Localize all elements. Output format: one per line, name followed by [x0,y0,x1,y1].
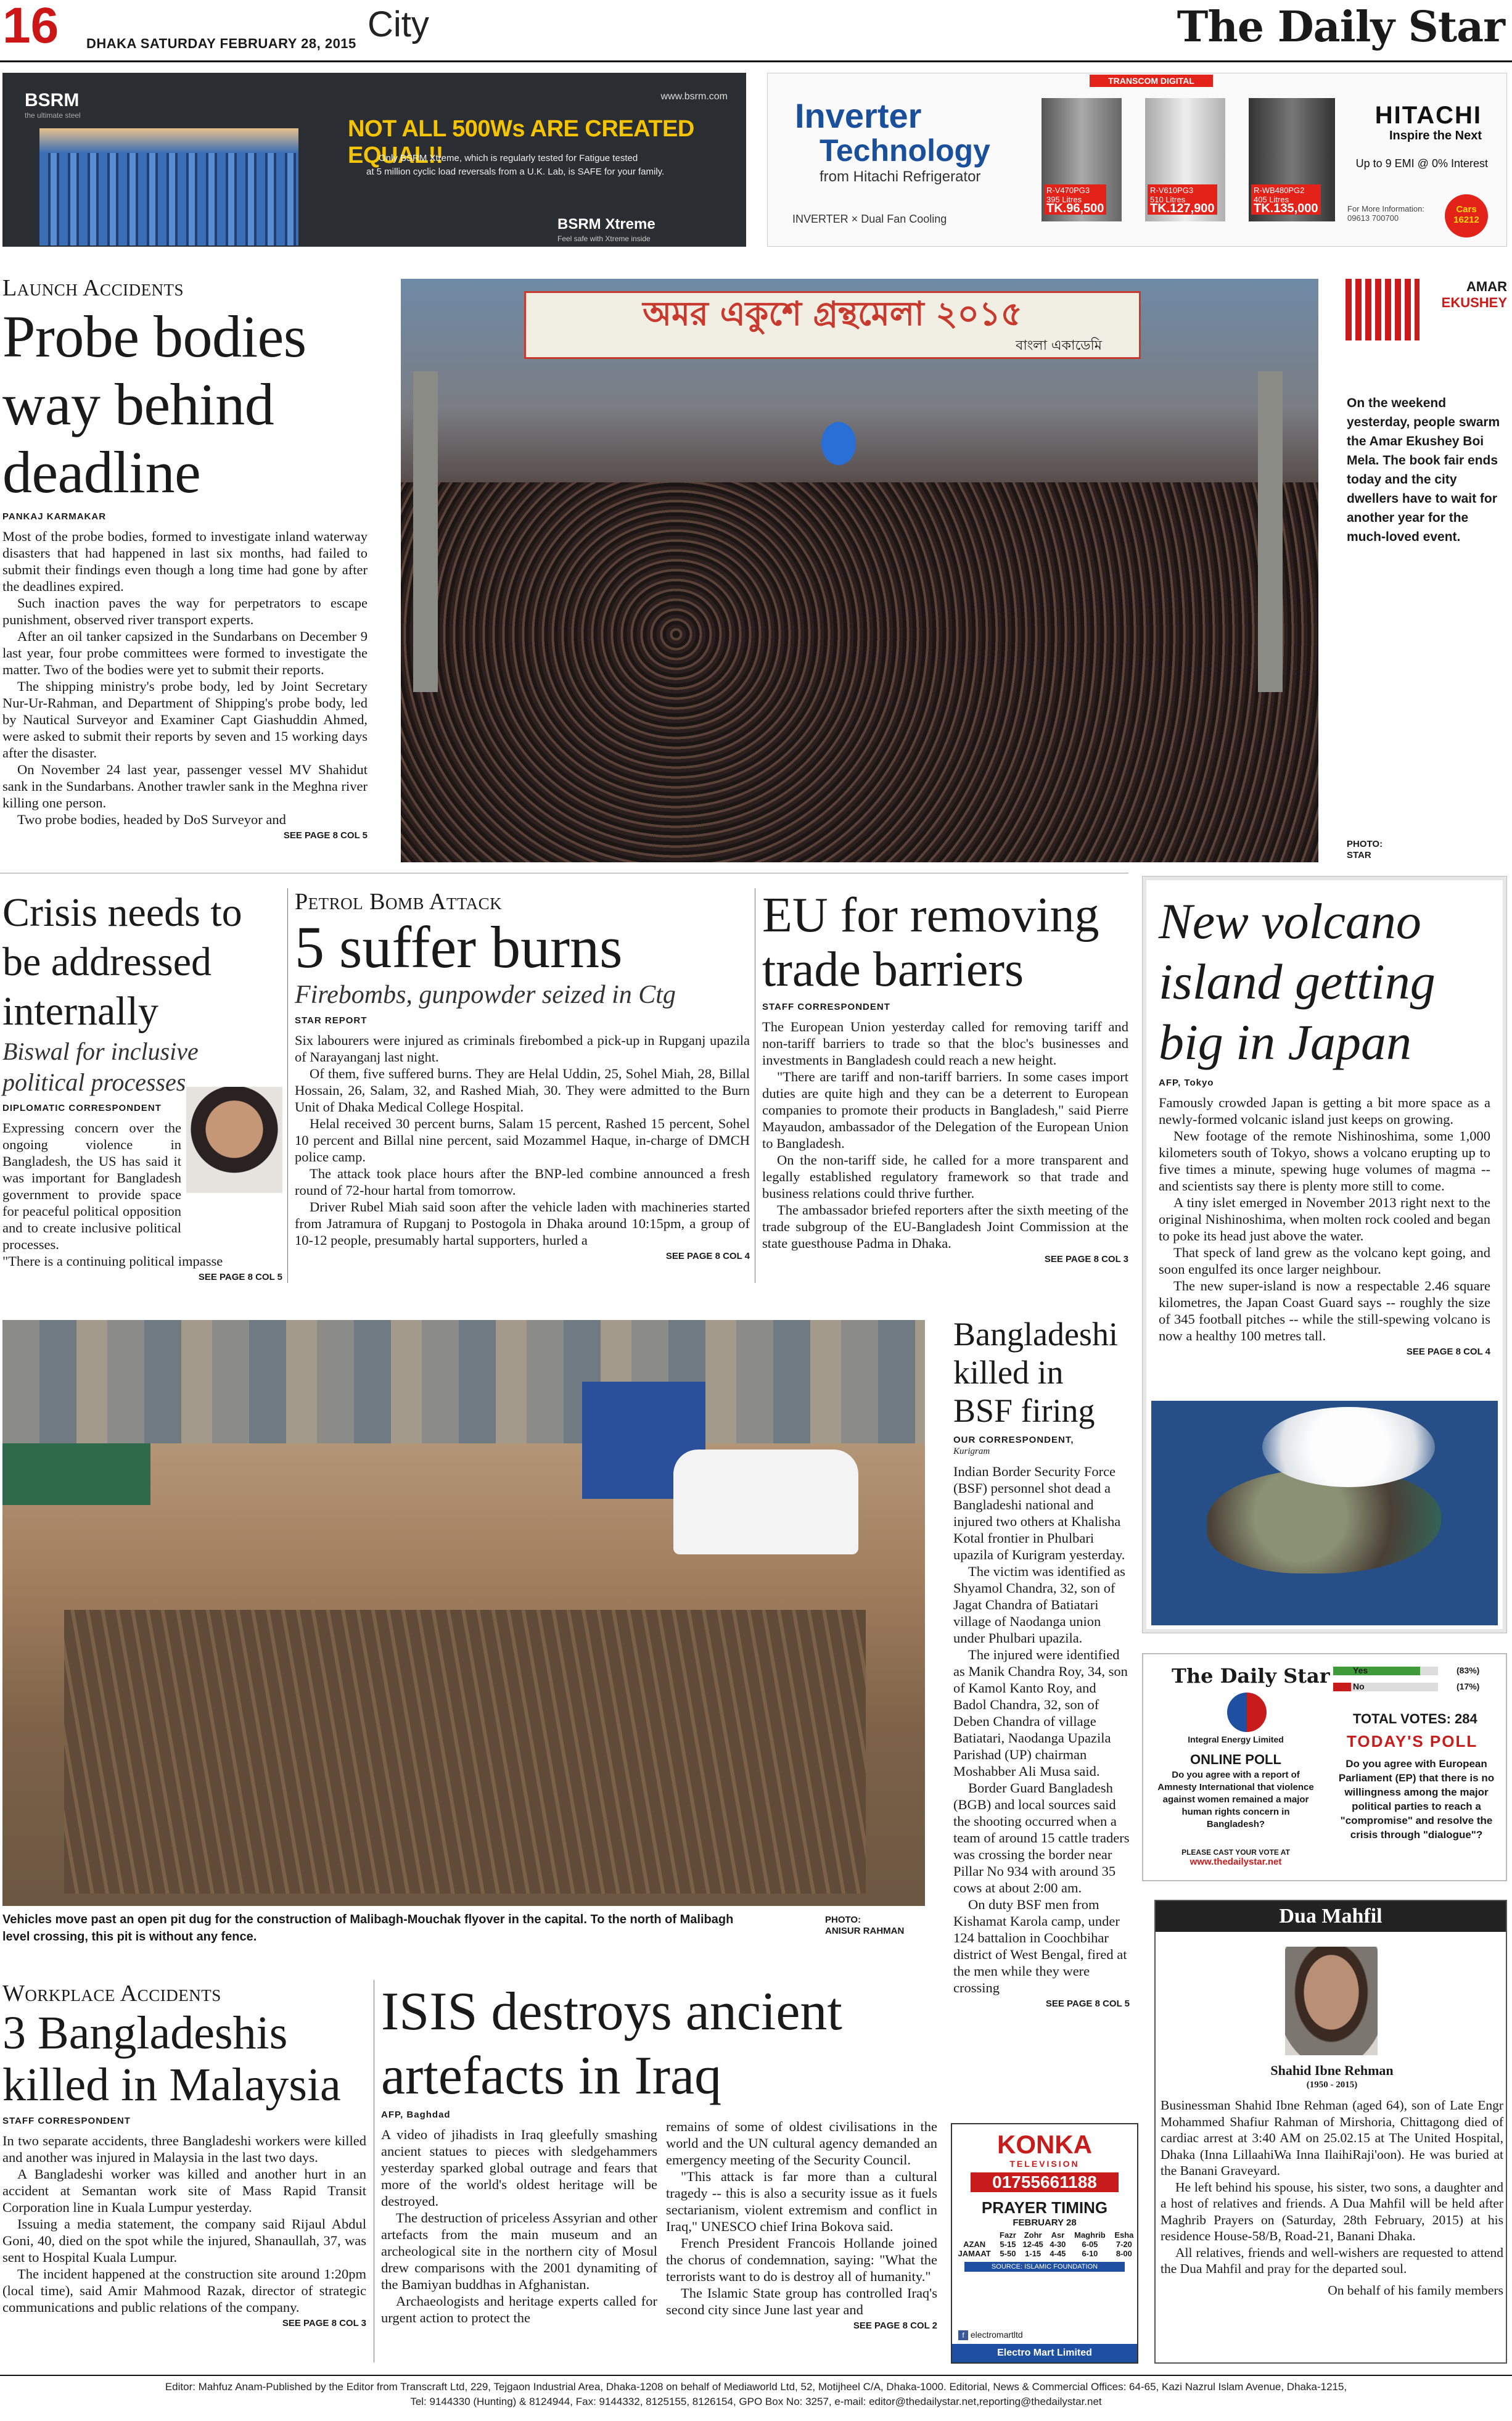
yes-label: Yes [1353,1665,1368,1675]
bsrm-tagline: the ultimate steel [25,111,81,120]
model-capacity: 510 Litres [1150,195,1186,204]
article-body-wide [2,1253,282,1269]
bsrm-product-tag: Feel safe with Xtreme inside [557,234,651,243]
no-bar-track [1333,1683,1438,1691]
byline: PANKAJ KARMAKAR [2,511,107,522]
paragraph: Six labourers were injured as criminals firebombed a pick-up in Rupganj upazila of Narayanganj last night. [295,1033,750,1065]
paragraph: Helal received 30 percent burns, Salam 15 percent, Rashed 15 percent, Sohel 10 percent and Billal nine percent, said Mozammel Haque, in-charge of DMCH police camp. [295,1116,750,1165]
balloon [821,422,856,465]
paragraph: After an oil tanker capsized in the Sundarbans on December 9 last year, four probe committees were formed to investigate the matter. Two of the bodies were yet to submit their reports. [2,629,368,677]
ad-features: INVERTER × Dual Fan Cooling [792,213,947,225]
deceased-years: (1950 - 2015) [1306,2080,1358,2090]
volcano-photo [1151,1401,1498,1625]
prayer-cell: 6-05 [1082,2240,1098,2249]
paragraph: The European Union yesterday called for removing tariff and non-tariff barriers to trade so that the bloc's businesses and investments in Bangladesh could reach a new height. [762,1019,1128,1068]
headline[interactable]: Probe bodies way behind deadline [2,303,306,505]
credit-label: PHOTO: [1347,839,1383,849]
article-body [666,2118,937,2318]
paragraph: The destruction of priceless Assyrian and other artefacts from the main museum and an archeological site in the northern city of Mosul drew comparisons with the 2001 dynamiting of the Bamiyan buddhas in Afghanistan. [381,2210,657,2292]
prayer-cell: 7-20 [1116,2240,1132,2249]
see-page-link[interactable]: SEE PAGE 8 COL 3 [282,2318,366,2328]
paragraph: Driver Rubel Miah said soon after the vehicle laden with machineries started from Jatramura of Rupganj to Postogola in Dhaka around 10:15pm, a group of 10-12 people, presumably hartal supporters, hurled a [295,1199,750,1248]
credit-name: ANISUR RAHMAN [825,1926,905,1936]
story-volcano [1142,876,1507,1633]
see-page-link[interactable]: SEE PAGE 8 COL 5 [198,1272,282,1282]
konka-phone[interactable]: 01755661188 [971,2172,1119,2192]
model-label-3 [1251,184,1321,215]
facebook-icon: f [958,2330,968,2340]
prayer-row [952,2249,1137,2258]
bus [2,1443,150,1505]
imprint-line-1: Editor: Mahfuz Anam-Published by the Editor from Transcraft Ltd, 229, Tejgaon Industrial Area, Dhaka-1208 on behalf of Mediaworld Ltd, 52, Motijheel C/A, Dhaka-1000. Editorial, News & Commercial Offices: 64-65, Kazi Nazrul Islam Avenue, Dhaka-1215, [165,2381,1347,2393]
emi-offer: Up to 9 EMI @ 0% Interest [1355,157,1488,170]
flyover-photo [2,1320,925,1906]
model-label-1 [1044,184,1106,215]
konka-logo: KONKA [997,2130,1092,2159]
bsrm-copy-2: at 5 million cyclic load reversals from a U.K. Lab, is SAFE for your family. [366,167,665,177]
deceased-name: Shahid Ibne Rehman [1270,2063,1394,2078]
prayer-cell: 5-50 [1000,2249,1016,2258]
portrait [1285,1947,1378,2055]
prayer-header: Maghrib [1074,2230,1106,2240]
buildings-bg [2,1320,925,1443]
hitachi-ad[interactable] [767,73,1507,247]
paragraph: A Bangladeshi worker was killed and another hurt in an accident at Semantan work site of Mass Rapid Transit Corporation line in Kuala Lumpur yesterday. [2,2166,366,2215]
no-percent: (17%) [1457,1681,1480,1691]
paragraph: The new super-island is now a respectable 2.46 square kilometres, the Japan Coast Guard says -- roughly the size of 345 football pitches -- while the still-spewing volcano is now a healthy 100 metres tall. [1159,1278,1490,1343]
imprint-line-2: Tel: 9144330 (Hunting) & 8124944, Fax: 9144332, 8125155, 8126154, GPO Box No: 3257, e-mail: editor@thedailystar.net,reporting@thedailystar.net [410,2396,1102,2407]
paragraph: "This attack is far more than a cultural tragedy -- this is also a security issue as it fuels sectarianism, violent extremism and conflict in Iraq," UNESCO chief Irina Bokova said. [666,2169,937,2234]
poll-total: TOTAL VOTES: 284 [1353,1711,1477,1726]
yes-bar-fill [1333,1667,1420,1675]
dua-mahfil [1154,1900,1507,2364]
headline[interactable]: New volcano island getting big in Japan [1159,893,1436,1070]
paragraph: The Islamic State group has controlled Iraq's second city since June last year and [666,2285,937,2317]
paragraph: A tiny islet emerged in November 2013 right next to the original Nishinoshima, when molten rock cooled and began to poke its head just above the water. [1159,1195,1490,1243]
story-malaysia [2,1980,366,2328]
flyover-caption: Vehicles move past an open pit dug for the construction of Malibagh-Mouchak flyover in the capital. To the north of Malibagh level crossing, this pit is without any fence. [2,1913,734,1944]
paragraph: Businessman Shahid Ibne Rehman (aged 64), son of Late Engr Mohammed Shafiur Rahman of Mirshoria, Chittagong died of cardiac arrest at 3:40 AM on 25.02.15 at The United Hospital, Dhaka (Inna LillaahiWa Inna IlaihiRaji'oon). He was buried at the Banani Graveyard. [1161,2098,1503,2178]
online-poll[interactable] [1142,1653,1507,1881]
bsrm-copy-1: Only BSRM Xtreme, which is regularly tested for Fatigue tested [379,153,638,163]
paragraph: The injured were identified as Manik Chandra Roy, 34, son of Kamol Kanto Roy, and Badol Chandra, 32, son of Deben Chandra of village Batiatari, Naodanga Upazila Parishad (UP) chairman Moshabber Ali Musa said. [953,1647,1128,1779]
headline[interactable]: 3 Bangladeshis killed in Malaysia [2,2007,341,2111]
paragraph: The ambassador briefed reporters after the sixth meeting of the trade subgroup of the EU-Bangladesh Joint Commission at the state guesthouse Padma in Dhaka. [762,1202,1128,1251]
paragraph: All relatives, friends and well-wishers are requested to attend the Dua Mahfil and pray for the departed soul. [1161,2245,1503,2276]
paragraph: He left behind his spouse, his sister, two sons, a daughter and a host of relatives and friends. A Dua Mahfil will be held after Maghrib Prayers on (Saturday, 28th February, 2015) at his residence House-58/B, Road-21, Banani Dhaka. [1161,2179,1503,2243]
ekushey-logo [1346,279,1507,340]
section-label: City [368,4,429,44]
imprint [0,2380,1512,2409]
kicker: Workplace Accidents [2,1981,221,2007]
story-probe [2,274,368,841]
paragraph: New footage of the remote Nishinoshima, some 1,000 kilometers south of Tokyo, shows a volcano erupting up to five times a minute, spewing huge volumes of magma -- and scientists say there is plenty more still to come. [1159,1128,1490,1194]
story-bsf [953,1315,1130,2009]
prayer-cell: JAMAAT [958,2249,991,2258]
subhead: Firebombs, gunpowder seized in Ctg [295,981,676,1009]
page-number: 16 [2,0,59,54]
bsrm-ad[interactable] [2,73,746,247]
byline-place: Kurigram [953,1446,990,1456]
story-crisis [2,888,282,1282]
paragraph: On the non-tariff side, he called for a more transparent and legally established regulatory framework so that trade and business relations could thrive further. [762,1152,1128,1201]
prayer-header: Zohr [1024,2230,1042,2240]
see-page-link[interactable]: SEE PAGE 8 COL 3 [1044,1254,1128,1264]
fb-line[interactable] [958,2330,1023,2340]
prayer-cell: 5-15 [1000,2240,1016,2249]
see-page-link[interactable]: SEE PAGE 8 COL 4 [1406,1347,1490,1357]
boimela-caption: On the weekend yesterday, people swarm the Amar Ekushey Boi Mela. The book fair ends today and the city dwellers have to wait for another year for the much-loved event. [1347,396,1500,544]
story-eu [762,888,1128,1264]
fair-banner [524,291,1141,359]
headline[interactable]: ISIS destroys ancient artefacts in Iraq [381,1982,842,2106]
byline: AFP, Tokyo [1159,1078,1214,1088]
prayer-source: SOURCE: ISLAMIC FOUNDATION [964,2262,1125,2272]
prayer-cell: 8-00 [1116,2249,1132,2258]
article-body [2,528,368,828]
prayer-header: Fazr [1000,2230,1016,2240]
prayer-header-row [952,2230,1137,2240]
paragraph: The incident happened at the construction site around 1:20pm (local time), said Amir Mahmood Razak, director of strategic communications and public relations of the company. [2,2266,366,2315]
prayer-header: Asr [1051,2230,1065,2240]
footer-rule [0,2375,1512,2376]
prayer-table [952,2230,1137,2258]
prayer-title: PRAYER TIMING [981,2198,1108,2217]
signature-line: On behalf of his family members [1328,2282,1503,2298]
model-label-2 [1148,184,1217,215]
paragraph: Issuing a media statement, the company said Rijaul Abdul Goni, 40, died on the spot while the injured, Shanaullah, 37, was sent to Hospital Kuala Lumpur. [2,2216,366,2265]
story-isis [381,1980,942,2108]
byline: AFP, Baghdad [381,2110,451,2120]
paragraph: On duty BSF men from Kishamat Karola camp, under 124 battalion in Coochbihar district of West Bengal, fired at the men while they were crossing [953,1897,1127,1995]
paragraph: That speck of land grew as the volcano kept going, and soon engulfed its once larger neighbour. [1159,1245,1490,1277]
column-divider [287,888,288,1283]
masthead-rule [0,60,1512,62]
paragraph: Of them, five suffered burns. They are Helal Uddin, 25, Sohel Miah, 28, Billal Hossain, 26, Salam, 32, and Rashed Miah, 30. They were admitted to the Burn Unit of Dhaka Medical College Hospital. [295,1066,750,1115]
todays-poll-question: Do you agree with European Parliament (EP) that there is no willingness among the major political parties to reach a "compromise" and resolve the crisis through "dialogue"? [1338,1758,1495,1841]
ad-title-2: Technology [820,133,990,168]
konka-ad[interactable] [951,2123,1138,2364]
credit-label: PHOTO: [825,1915,861,1925]
hitachi-logo: HITACHI [1374,102,1482,129]
prayer-cell: 4-45 [1050,2249,1066,2258]
ad-title-1: Inverter [795,96,922,135]
bsrm-url: www.bsrm.com [660,91,728,102]
gate-arch-right [1258,371,1283,692]
story-petrol [295,888,750,1261]
bsrm-headline: NOT ALL 500Ws ARE CREATED EQUAL!! [348,116,694,168]
poll-cast: PLEASE CAST YOUR VOTE AT [1181,1848,1290,1857]
isis-col-2 [666,2118,937,2331]
headline[interactable]: Bangladeshi killed in BSF firing [953,1316,1118,1429]
volcano-cloud [1262,1407,1435,1487]
info-line: For More Information: 09613 700700 [1347,204,1424,223]
prayer-header: Esha [1114,2230,1134,2240]
byline: STAR REPORT [295,1015,368,1026]
headline[interactable]: 5 suffer burns [295,914,623,980]
headline[interactable]: Crisis needs to be addressed internally [2,890,242,1034]
biswal-photo [186,1087,282,1193]
model-name: R-V470PG3 [1046,186,1090,195]
prayer-date: FEBRUARY 28 [1013,2217,1077,2228]
byline: DIPLOMATIC CORRESPONDENT [2,1103,162,1113]
todays-poll-title: TODAY'S POLL [1347,1732,1478,1751]
fb-handle: electromartltd [970,2330,1023,2340]
cars-badge: Cars 16212 [1445,194,1488,237]
article-body [295,1032,750,1248]
paragraph: French President Francois Hollande joined the chorus of condemnation, saying: "What the terrorists want to do is destroy all of humanity." [666,2235,937,2284]
subhead: Biswal for inclusive political processes [2,1037,199,1096]
model-capacity: 395 Litres [1046,195,1082,204]
model-name: R-WB480PG2 [1254,186,1305,195]
see-page-link[interactable]: SEE PAGE 8 COL 4 [665,1251,750,1261]
prayer-cell: 1-15 [1025,2249,1042,2258]
no-bar-fill [1333,1683,1351,1691]
article-body [2,1120,181,1253]
credit-name: STAR [1347,850,1371,860]
energy-icon [1227,1693,1267,1732]
poll-sponsor: Integral Energy Limited [1188,1734,1284,1744]
model-capacity: 405 Litres [1254,195,1289,204]
paragraph: Famously crowded Japan is getting a bit more space as a newly-formed volcanic island just keeps on growing. [1159,1095,1490,1127]
poll-question: Do you agree with a report of Amnesty International that violence against women remained a major human rights concern in Bangladesh? [1157,1770,1314,1829]
no-label: No [1353,1681,1365,1691]
paragraph: Archaeologists and heritage experts called for urgent action to protect the [381,2293,657,2325]
poll-logo: The Daily Star [1172,1664,1330,1688]
article-body [762,1018,1128,1252]
model-name: R-V610PG3 [1150,186,1194,195]
paragraph: Expressing concern over the ongoing violence in Bangladesh, the US has said it was important for Bangladesh government to provide space for peaceful political opposition and to create inclusive political processes. [2,1120,181,1252]
article-body [1159,1094,1490,1344]
kicker: Petrol Bomb Attack [295,889,503,915]
model-price: TK.96,500 [1046,202,1104,215]
see-page-link[interactable]: SEE PAGE 8 COL 2 [853,2320,937,2331]
headline[interactable]: EU for removing trade barriers [762,888,1099,997]
ad-subtitle: from Hitachi Refrigerator [820,168,981,185]
paragraph: The victim was identified as Shyamol Chandra, 32, son of Jagat Chandra of Batiatari village of Naodanga union under Phulbari upazila. [953,1564,1125,1646]
prayer-row [952,2240,1137,2249]
issue-date: DHAKA SATURDAY FEBRUARY 28, 2015 [86,36,356,51]
photo-credit [825,1915,904,1937]
paragraph: A video of jihadists in Iraq gleefully smashing ancient statues to pieces with sledgehammers yesterday sparked global outrage and fears that more of the world's oldest heritage will be destroyed. [381,2127,657,2209]
paragraph: Indian Border Security Force (BSF) personnel shot dead a Bangladeshi national and injured two others at Khalisha Kotal frontier in Phulbari upazila of Kurigram yesterday. [953,1464,1125,1562]
paragraph: Most of the probe bodies, formed to investigate inland waterway disasters that had happened in last six months, had failed to submit their findings even though a long time had gone by after the deadlines expired. [2,529,368,594]
poll-site-link[interactable]: www.thedailystar.net [1189,1857,1282,1867]
boimela-photo [401,279,1318,862]
dua-title: Dua Mahfil [1156,1901,1506,1932]
paragraph: Such inaction paves the way for perpetrators to escape punishment, observed river transport experts. [2,595,368,627]
paragraph: In two separate accidents, three Bangladeshi workers were killed and another was injured in Malaysia in the last two days. [2,2133,366,2165]
pencil-tips [39,128,298,153]
gate-arch [413,371,438,692]
prayer-cell: AZAN [963,2240,986,2249]
hitachi-tagline: Inspire the Next [1389,129,1482,142]
dua-body [1161,2097,1503,2298]
byline: STAFF CORRESPONDENT [762,1002,890,1012]
paragraph: "There is a continuing political impasse [2,1253,223,1269]
prayer-header [952,2230,996,2240]
konka-footer: Electro Mart Limited [952,2344,1137,2362]
article-body [381,2126,657,2326]
byline-name: OUR CORRESPONDENT, [953,1435,1074,1445]
paragraph: Border Guard Bangladesh (BGB) and local sources said the shooting occurred when a team of around 15 cattle traders was crossing the border near Pillar No 934 with around 35 cows at about 2:00 am. [953,1780,1130,1895]
see-page-link[interactable]: SEE PAGE 8 COL 5 [283,830,368,841]
prayer-cell: 4-30 [1050,2240,1066,2249]
paragraph: On November 24 last year, passenger vessel MV Shahidut sank in the Sundarbans. Another trawler sank in the Meghna river killing one person. [2,762,368,810]
article-body [953,1463,1130,1996]
yes-percent: (83%) [1457,1665,1480,1675]
article-body [2,2132,366,2316]
kicker: Launch Accidents [2,275,184,301]
transcom-logo: TRANSCOM DIGITAL [1090,75,1213,87]
byline [953,1435,1130,1445]
prayer-cell: 6-10 [1082,2249,1098,2258]
see-page-link[interactable]: SEE PAGE 8 COL 5 [1045,1998,1130,2009]
logo-text-1: AMAR [1466,279,1507,294]
crowd-texture [401,482,1318,862]
logo-graphic [1346,279,1420,340]
byline: STAFF CORRESPONDENT [2,2116,131,2126]
paragraph: Two probe bodies, headed by DoS Surveyor and [17,812,286,827]
pit [64,1610,866,1894]
poll-title: ONLINE POLL [1190,1752,1281,1767]
photo-credit [1347,839,1383,861]
bsrm-logo: BSRM [25,90,80,110]
paper-logo: The Daily Star [1177,2,1505,52]
model-price: TK.135,000 [1254,202,1318,215]
yes-bar-track [1333,1667,1438,1675]
isis-col-1 [381,2110,657,2326]
konka-sub: TELEVISION [1009,2159,1080,2169]
car [673,1450,858,1554]
paragraph: The attack took place hours after the BNP-led combine announced a fresh round of 72-hour hartal from tomorrow. [295,1166,750,1198]
paragraph: The shipping ministry's probe body, led by Joint Secretary Nur-Ur-Rahman, and Department of Shipping's probe body, led by Nautical Surveyor and Examiner Capt Giashuddin Ahmed, were asked to submit their reports by seven and 15 working days after the disaster. [2,678,368,761]
bsrm-product: BSRM Xtreme [557,216,655,233]
model-price: TK.127,900 [1150,202,1215,215]
banner-text: অমর একুশে গ্রন্থমেলা ২০১৫ [643,294,1022,333]
paragraph: "There are tariff and non-tariff barriers. In some cases import duties are quite high and they can be a deterrent to European companies to promote their products in Bangladesh," said Pierre Mayaudon, ambassador of the Delegation of the European Union to Bangladesh. [762,1069,1128,1151]
prayer-cell: 12-45 [1022,2240,1043,2249]
paragraph: remains of some of oldest civilisations in the world and the UN cultural agency demanded an emergency meeting of the Security Council. [666,2119,937,2167]
logo-text-2: EKUSHEY [1441,295,1507,310]
banner-subtext: বাংলা একাডেমি [1016,338,1102,353]
